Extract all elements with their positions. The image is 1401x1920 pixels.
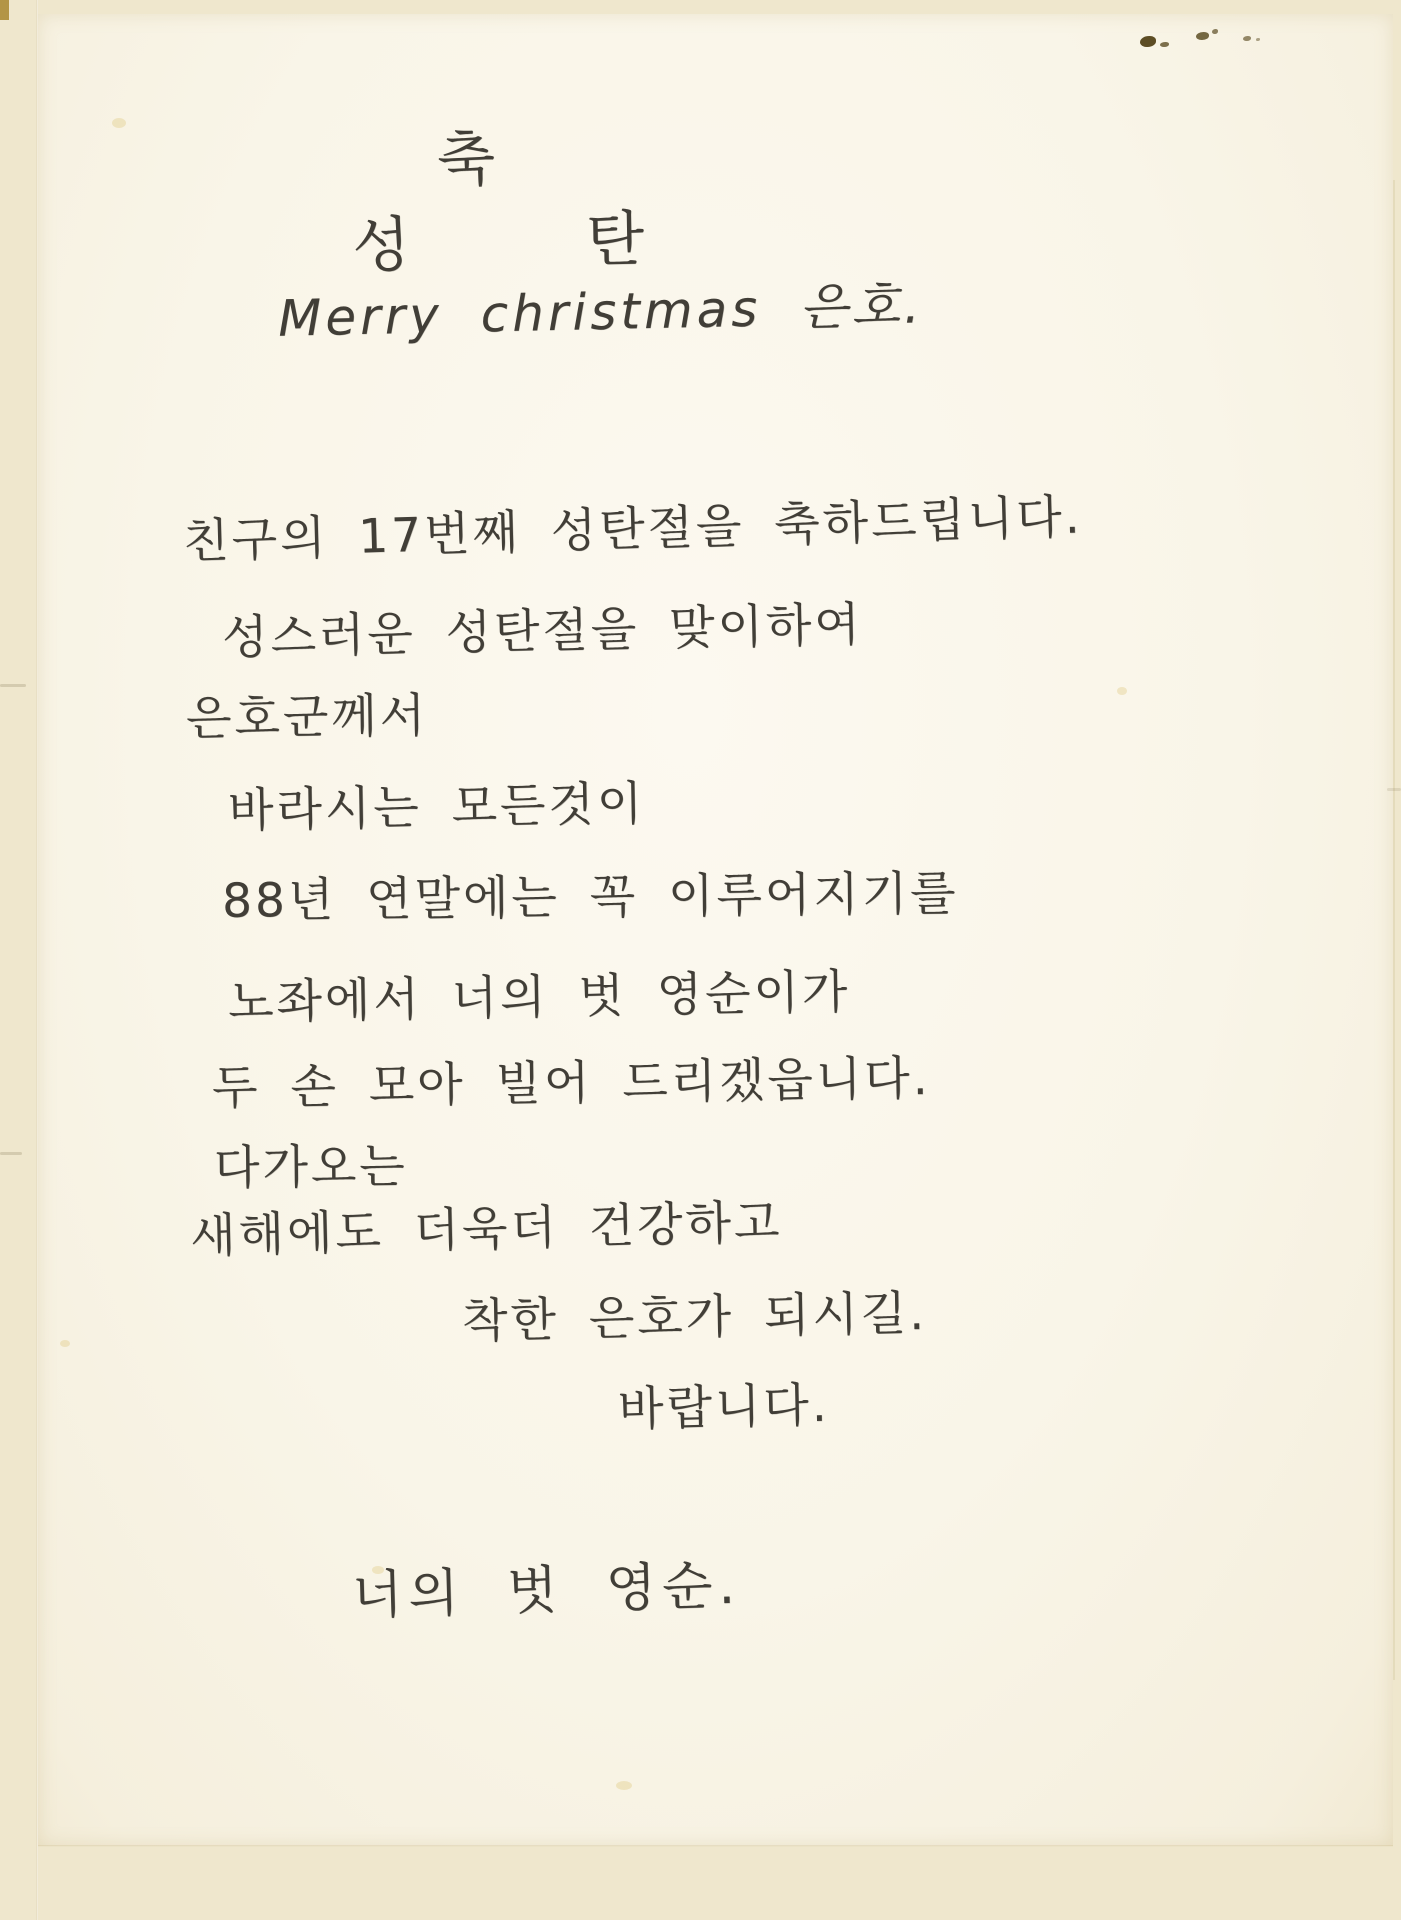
corner-stain: [0, 0, 9, 20]
sheet-edge-bottom: [38, 1845, 1393, 1847]
fold-crease-lower: [0, 1152, 22, 1155]
sheet-edge-left: [36, 0, 38, 1920]
title-char-chuk: 축: [435, 123, 500, 197]
paper-stain: [1117, 687, 1127, 695]
body-line: 성스러운 성탄절을 맞이하여: [221, 597, 864, 666]
paper-stain: [616, 1781, 632, 1790]
title-char-seong: 성: [350, 209, 416, 283]
body-line: 다가오는: [213, 1139, 408, 1196]
body-line: 착한 은호가 되시길.: [461, 1285, 928, 1350]
body-line: 친구의 17번째 성탄절을 축하드립니다.: [182, 489, 1084, 570]
paper-stain: [112, 118, 126, 128]
body-line: 바라시는 모든것이: [227, 776, 646, 839]
fold-crease-right: [1387, 788, 1401, 791]
sheet-edge-right: [1393, 180, 1395, 1680]
paper-stain: [60, 1340, 70, 1347]
body-line: 노좌에서 너의 벗 영순이가: [227, 964, 851, 1031]
title-char-tan: 탄: [585, 204, 648, 276]
body-line: 88년 연말에는 꼭 이루어지기를: [221, 866, 959, 929]
body-line: 은호군께서: [185, 688, 429, 747]
body-line: 새해에도 더욱더 건강하고: [189, 1194, 783, 1265]
english-greeting-line: Merry christmas 은호.: [277, 276, 925, 348]
body-line: 바랍니다.: [617, 1377, 831, 1438]
fold-crease-upper: [0, 684, 26, 687]
body-line: 두 손 모아 빌어 드리겠읍니다.: [211, 1050, 931, 1117]
signature-line: 너의 벗 영순.: [351, 1555, 742, 1627]
